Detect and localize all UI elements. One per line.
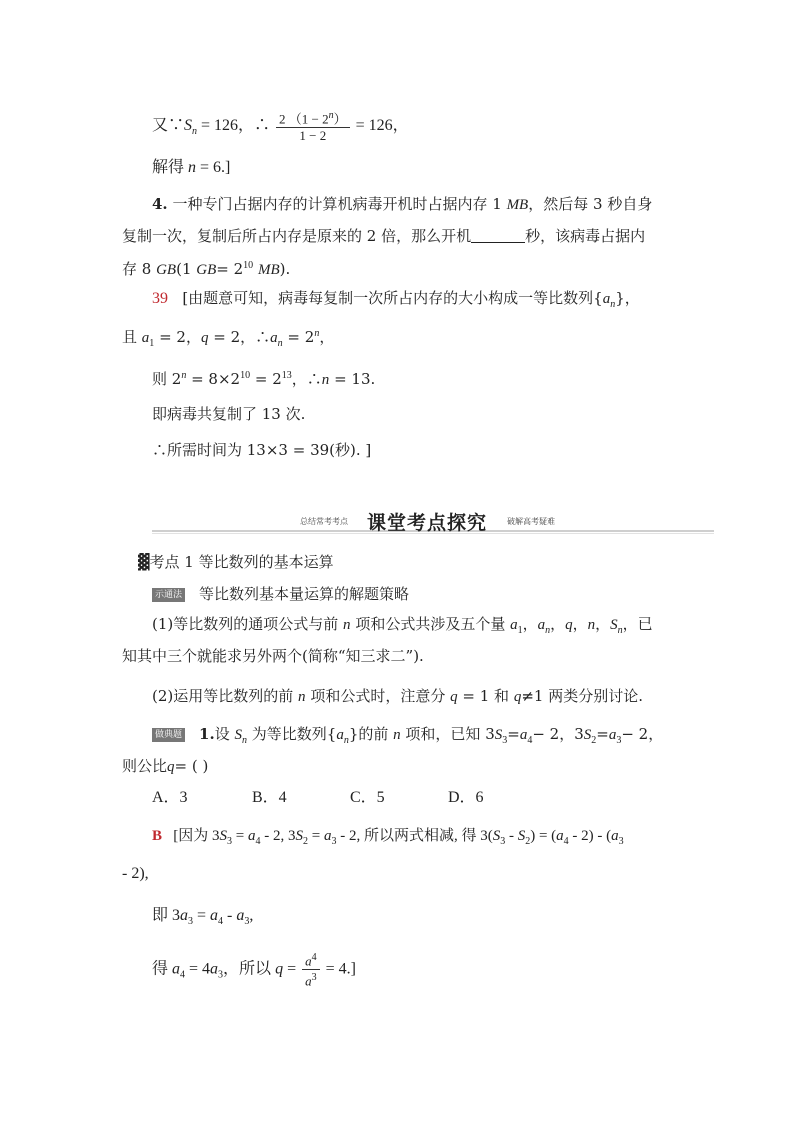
option-a[interactable]: A．3 <box>152 789 188 806</box>
text: ） <box>333 111 347 127</box>
text: = 126， <box>355 116 409 134</box>
text: 项和公式时，注意分 <box>310 687 446 705</box>
text: }， <box>615 289 640 307</box>
text: = <box>596 725 609 743</box>
text: = 2，∴ <box>213 328 271 346</box>
example-line2: 则公比q= ( ) <box>122 757 209 775</box>
para1-line2: 知其中三个就能求另外两个(简称“知三求二”). <box>122 647 424 665</box>
text: (1)等比数列的通项公式与前 <box>152 615 339 633</box>
text: = 6.] <box>200 159 231 176</box>
text: }的前 <box>348 725 389 743</box>
text: 则 2 <box>152 370 182 388</box>
text: - 2) - ( <box>572 828 612 844</box>
text: 得 <box>152 960 169 978</box>
text: 1 − 2 <box>299 128 327 144</box>
sol4-line3: 则 $2^n = 8\times 2^{10} = 2^{13}$，∴n = 13. <box>152 370 376 388</box>
banner-title: 课堂考点探究 <box>367 512 488 534</box>
text: = 13. <box>334 370 376 388</box>
text: 又∵ <box>152 116 185 134</box>
example-sol-line4: 得 $a_4 = 4a_3$，所以 q = $\frac{a^4}{a^3}$ = 4.] <box>152 952 356 989</box>
text: - 2, 3 <box>264 828 296 844</box>
sol4-line1: 39 [由题意可知，病毒每复制一次所占内存的大小构成一等比数列$\{a_n\}$， <box>152 289 640 310</box>
text: 2 （1 − 2 <box>279 111 329 127</box>
answer-value: B <box>152 828 163 844</box>
text: 解得 <box>152 159 185 176</box>
text: = <box>507 725 520 743</box>
example-line1: 做典题 1.设 $S_n$ 为等比数列$\{a_n\}$的前 n 项和，已知 $3S_3=a_4- 2$，$3S_2=a_3- 2$， <box>152 724 663 751</box>
section-heading: ▓考点 1 等比数列的基本运算 <box>138 553 334 571</box>
strategy-title-line <box>152 584 409 604</box>
text: ， <box>319 328 335 346</box>
text: - <box>227 907 233 924</box>
text: 秒，该病毒占据内 <box>525 227 646 245</box>
strategy-title: 等比数列基本量运算的解题策略 <box>199 585 410 603</box>
text: = 2 <box>287 328 315 346</box>
text: 存 8 <box>122 260 152 278</box>
text: = 126，∴ <box>201 116 271 134</box>
option-c[interactable]: C．5 <box>350 789 385 806</box>
line-sum-eq: 又$\because S_n = 126$，∴ $\frac{2 (1 - 2^n)}{1 - 2}$ = 126， <box>152 110 409 144</box>
text: − 2， <box>621 725 664 743</box>
text: - 2, 所以两式相减, 得 3( <box>340 828 493 844</box>
para2-line1: (2)运用等比数列的前 n 项和公式时，注意分 q = 1 和 q≠1 两类分别讨论. <box>152 687 643 705</box>
para1-line1: (1)等比数列的通项公式与前 n 项和公式共涉及五个量 $a_1$，$a_n$，q，n，$S_n$，已 <box>152 615 653 636</box>
fraction: $\frac{2 (1 - 2^n)}{1 - 2}$ <box>276 108 350 144</box>
text: 一种专门占据内存的计算机病毒开机时占据内存 1 <box>172 195 502 213</box>
sol4-line5: ∴所需时间为 13×3 = 39(秒). ] <box>152 441 372 459</box>
text: [因为 3 <box>173 828 220 844</box>
text: = 2 <box>216 260 244 278</box>
banner-right-label: 破解高考疑难 <box>507 517 555 526</box>
sol4-line2: 且 $a_1 = 2$，q = 2，$\therefore a_n = 2^n$， <box>122 328 335 349</box>
text: − 2，3 <box>532 725 584 743</box>
text: = ( ) <box>174 757 209 775</box>
question-number: 1. <box>199 725 215 743</box>
text: ，所以 <box>223 960 272 978</box>
method-tag: 示通法 <box>152 588 185 602</box>
option-b[interactable]: B．4 <box>252 789 287 806</box>
example-sol-line1: B [因为 $3S_3 = a_4 - 2$, $3S_2 = a_3 - 2$, 所以两式相减, 得 $3(S_3 - S_2) = (a_4 - 2) - (a_3$ <box>152 828 624 847</box>
text: ，然后每 3 秒自身 <box>528 195 653 213</box>
banner-left-label: 总结常考考点 <box>300 517 348 526</box>
text: ，∴ <box>291 370 322 388</box>
example-sol-line2: - 2), <box>122 865 149 882</box>
options-row <box>152 788 484 808</box>
option-d[interactable]: D．6 <box>448 789 484 806</box>
example-sol-line3: 即 $3a_3 = a_4 - a_3$, <box>152 907 254 928</box>
fraction: $\frac{a^4}{a^3}$ <box>302 950 320 990</box>
text: = 2， <box>159 328 201 346</box>
text: 复制一次，复制后所占内存是原来的 2 倍，那么开机 <box>122 227 472 245</box>
q4-line3: 存 8 GB(1 $GB= 2^{10}$ MB). <box>122 260 291 278</box>
text: (1 <box>176 260 192 278</box>
q4-line2 <box>122 226 645 246</box>
example-tag: 做典题 <box>152 728 185 742</box>
text: ，已 <box>622 615 653 633</box>
line-solve-n: 解得 n = 6.] <box>152 159 231 176</box>
text: ≠1 两类分别讨论. <box>521 687 643 705</box>
text: (2)运用等比数列的前 <box>152 687 294 705</box>
question-number: 4. <box>152 195 168 213</box>
text: 且 <box>122 328 138 346</box>
section-banner <box>152 508 714 534</box>
sol4-line4: 即病毒共复制了 13 次. <box>152 405 306 423</box>
text: = 8×2 <box>191 370 241 388</box>
text: 设 <box>214 725 230 743</box>
text: 即 3 <box>152 907 181 924</box>
text: 项和公式共涉及五个量 <box>355 615 506 633</box>
text: = 4.] <box>325 960 356 978</box>
text: ). <box>279 260 291 278</box>
text: = 2 <box>254 370 282 388</box>
text: = 4 <box>189 960 211 978</box>
answer-value: 39 <box>152 290 168 307</box>
text: 项和，已知 3 <box>405 725 495 743</box>
text: = 1 和 <box>462 687 510 705</box>
text: [由题意可知，病毒每复制一次所占内存的大小构成一等比数列{ <box>182 289 603 307</box>
text: 为等比数列{ <box>251 725 337 743</box>
q4-line1: 4. 一种专门占据内存的计算机病毒开机时占据内存 1 MB，然后每 3 秒自身 <box>152 195 653 213</box>
text: 则公比 <box>122 757 168 775</box>
answer-blank <box>471 228 525 243</box>
